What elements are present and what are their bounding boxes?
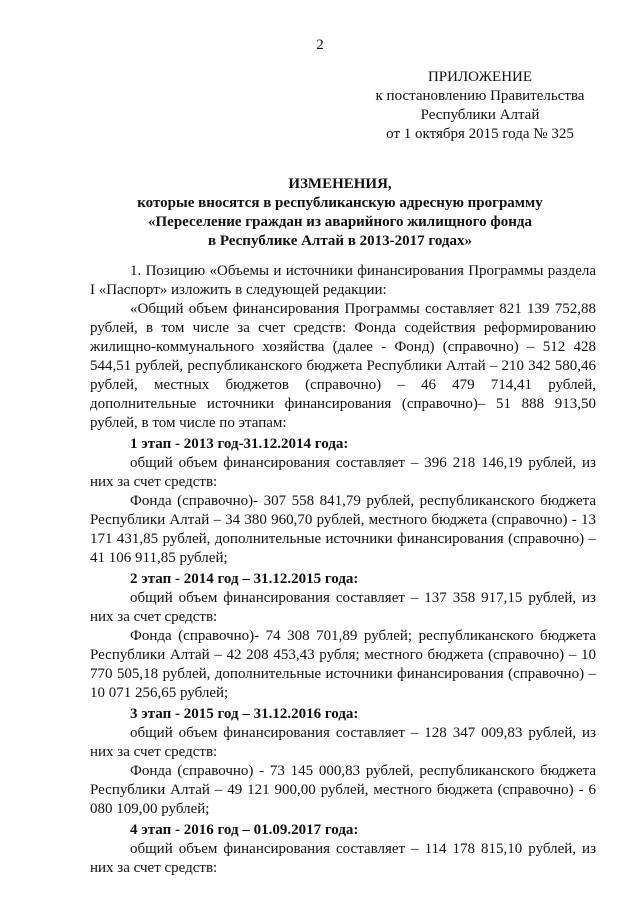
stage-title: 1 этап - 2013 год-31.12.2014 года: (130, 436, 349, 452)
stage-total: общий объем финансирования составляет – 114 178 815,10 рублей, из них за счет средств: (90, 841, 596, 876)
stage-title: 4 этап - 2016 год – 01.09.2017 года: (130, 822, 359, 838)
item-paragraph: 1. Позицию «Объемы и источники финансирования Программы раздела I «Паспорт» изложить в следующей редакции: (90, 263, 596, 298)
page-number: 2 (316, 37, 324, 53)
stage-sources: Фонда (справочно) - 73 145 000,83 рублей, республиканского бюджета Республики Алтай – 49 121 900,00 рублей, местного бюджета (справочно) - 6 080 109,00 рублей; (90, 763, 596, 817)
stage-total: общий объем финансирования составляет – 128 347 009,83 рублей, из них за счет средств: (90, 725, 596, 760)
heading-line: которые вносятся в республиканскую адресную программу (137, 195, 543, 211)
heading-line: в Республике Алтай в 2013-2017 годах» (207, 233, 472, 249)
stage-sources: Фонда (справочно)- 307 558 841,79 рублей, республиканского бюджета Республики Алтай – 34 380 960,70 рублей, местного бюджета (справочно) - 13 171 431,85 рублей, дополнительные источники финансирования (справочно) – 41 106 911,85 рублей; (90, 493, 596, 566)
document-heading (100, 175, 580, 251)
appendix-title: ПРИЛОЖЕНИЕ (427, 69, 533, 85)
document-body (90, 262, 596, 878)
heading-title: ИЗМЕНЕНИЯ, (288, 176, 392, 192)
appendix-line: от 1 октября 2015 года № 325 (386, 126, 574, 142)
appendix-line: Республики Алтай (420, 107, 540, 123)
stage-total: общий объем финансирования составляет – 396 218 146,19 рублей, из них за счет средств: (90, 455, 596, 490)
stage-title: 3 этап - 2015 год – 31.12.2016 года: (130, 706, 359, 722)
appendix-block (360, 68, 600, 144)
stage-title: 2 этап - 2014 год – 31.12.2015 года: (130, 571, 359, 587)
total-paragraph: «Общий объем финансирования Программы составляет 821 139 752,88 рублей, в том числе за счет средств: Фонда содействия реформированию жилищно-коммунального хозяйства (далее - Фонд) (справочно) – 512 428 544,51 рублей, республиканского бюджета Республики Алтай – 210 342 580,46 рублей, местных бюджетов (справочно) – 46 479 714,41 рублей, дополнительные источники финансирования (справочно)– 51 888 913,50 рублей, в том числе по этапам: (90, 301, 596, 431)
appendix-line: к постановлению Правительства (375, 88, 585, 104)
heading-line: «Переселение граждан из аварийного жилищного фонда (148, 214, 532, 230)
stage-sources: Фонда (справочно)- 74 308 701,89 рублей; республиканского бюджета Республики Алтай – 42 208 453,43 рубля; местного бюджета (справочно) – 10 770 505,18 рублей, дополнительные источники финансирования (справочно) – 10 071 256,65 рублей; (90, 628, 596, 701)
stage-total: общий объем финансирования составляет – 137 358 917,15 рублей, из них за счет средств: (90, 590, 596, 625)
